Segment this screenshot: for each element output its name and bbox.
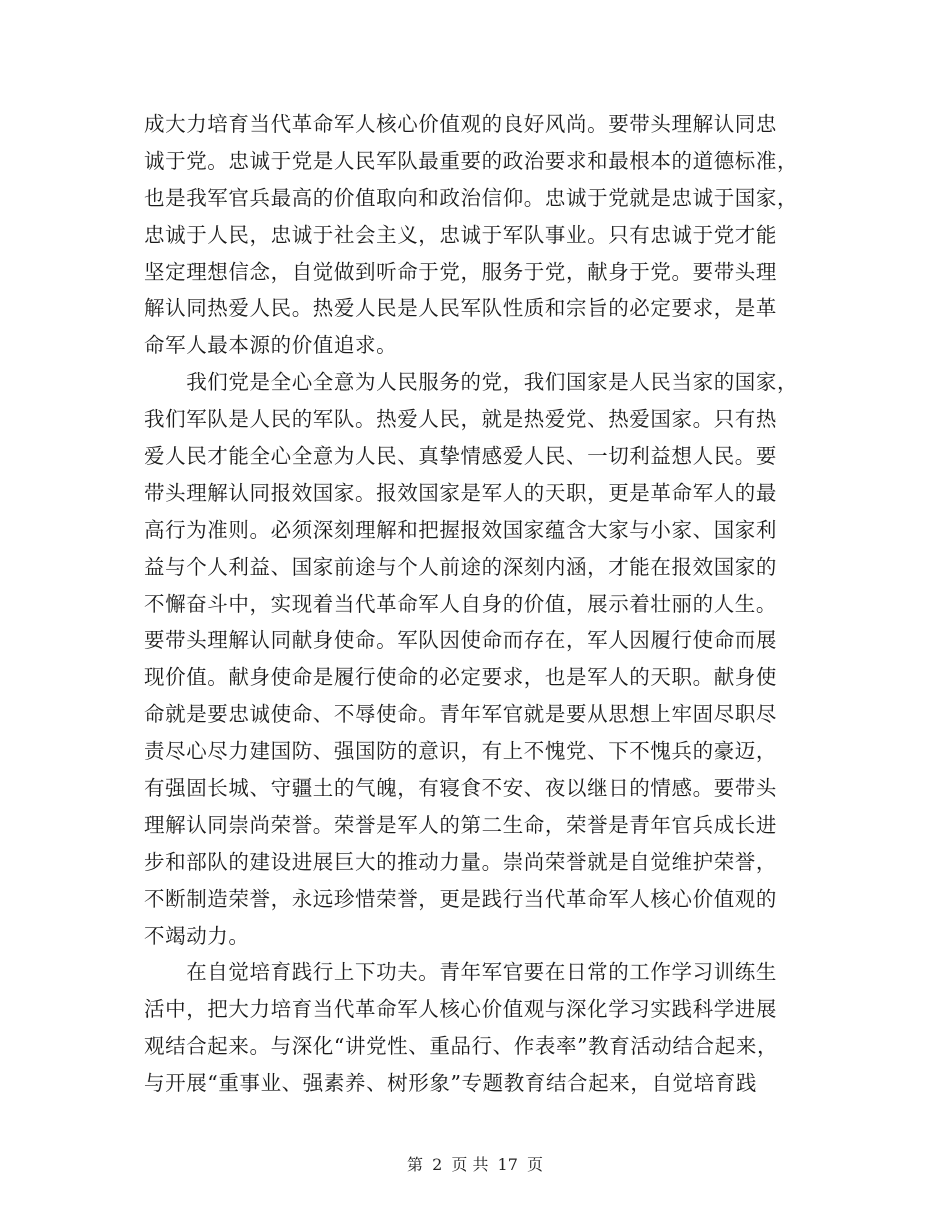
text-line: 忠诚于人民，忠诚于社会主义，忠诚于军队事业。只有忠诚于党才能 [144, 222, 777, 247]
footer-prefix: 第 [406, 1155, 423, 1174]
text-line: 活中，把大力培育当代革命军人核心价值观与深化学习实践科学进展 [144, 997, 777, 1022]
footer-middle: 页 共 [451, 1155, 489, 1174]
text-line: 我们党是全心全意为人民服务的党，我们国家是人民当家的国家， [144, 370, 799, 395]
text-line: 命就是要忠诚使命、不辱使命。青年军官就是要从思想上牢固尽职尽 [144, 702, 777, 727]
text-line: 理解认同崇尚荣誉。荣誉是军人的第二生命，荣誉是青年官兵成长进 [144, 812, 777, 837]
footer-total-pages: 17 [497, 1155, 518, 1174]
text-line: 责尽心尽力建国防、强国防的意识，有上不愧党、下不愧兵的豪迈， [144, 739, 777, 764]
text-line: 不断制造荣誉，永远珍惜荣誉，更是践行当代革命军人核心价值观的 [144, 886, 777, 911]
text-line: 成大力培育当代革命军人核心价值观的良好风尚。要带头理解认同忠 [144, 112, 777, 136]
text-line: 观结合起来。与深化“讲党性、重品行、作表率”教育活动结合起来， [144, 1034, 779, 1059]
text-line: 有强固长城、守疆土的气魄，有寝食不安、夜以继日的情感。要带头 [144, 776, 777, 801]
text-line: 不懈奋斗中，实现着当代革命军人自身的价值，展示着壮丽的人生。 [144, 591, 777, 616]
body-text [144, 106, 816, 1102]
text-line: 坚定理想信念，自觉做到听命于党，服务于党，献身于党。要带头理 [144, 259, 777, 284]
page-footer [0, 1153, 950, 1177]
text-line: 在自觉培育践行上下功夫。青年军官要在日常的工作学习训练生 [144, 960, 777, 985]
text-line: 也是我军官兵最高的价值取向和政治信仰。忠诚于党就是忠诚于国家， [144, 185, 799, 210]
footer-suffix: 页 [527, 1155, 544, 1174]
text-line: 高行为准则。必须深刻理解和把握报效国家蕴含大家与小家、国家利 [144, 517, 777, 542]
text-line: 带头理解认同报效国家。报效国家是军人的天职，更是革命军人的最 [144, 480, 777, 505]
text-line: 解认同热爱人民。热爱人民是人民军队性质和宗旨的必定要求，是革 [144, 296, 777, 321]
text-line: 要带头理解认同献身使命。军队因使命而存在，军人因履行使命而展 [144, 628, 777, 653]
text-line: 爱人民才能全心全意为人民、真挚情感爱人民、一切利益想人民。要 [144, 444, 777, 469]
text-line: 我们军队是人民的军队。热爱人民，就是热爱党、热爱国家。只有热 [144, 407, 777, 432]
footer-page-number: 2 [432, 1155, 443, 1174]
text-line: 命军人最本源的价值追求。 [144, 333, 398, 358]
text-line: 与开展“重事业、强素养、树形象”专题教育结合起来，自觉培育践 [144, 1071, 757, 1096]
text-line: 益与个人利益、国家前途与个人前途的深刻内涵，才能在报效国家的 [144, 554, 777, 579]
text-line: 诚于党。忠诚于党是人民军队最重要的政治要求和最根本的道德标准， [144, 148, 799, 173]
text-line: 步和部队的建设进展巨大的推动力量。崇尚荣誉就是自觉维护荣誉， [144, 849, 777, 874]
text-line: 现价值。献身使命是履行使命的必定要求，也是军人的天职。献身使 [144, 665, 777, 690]
text-line: 不竭动力。 [144, 923, 250, 948]
